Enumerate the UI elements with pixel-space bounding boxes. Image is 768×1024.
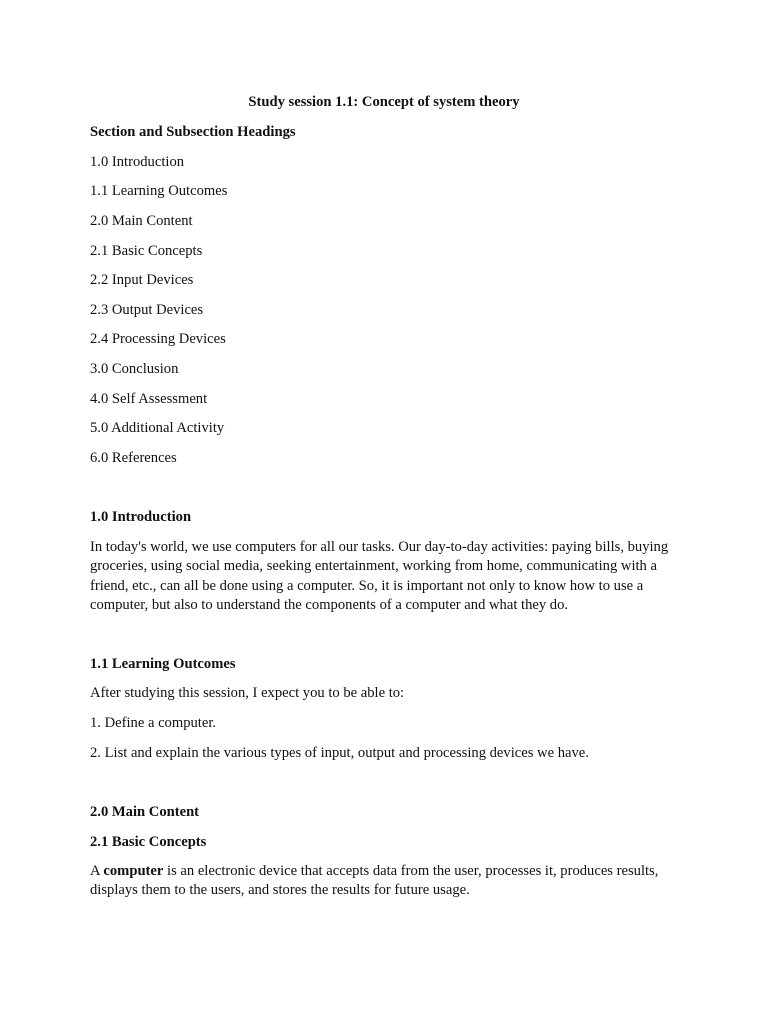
subsection-heading-basic-concepts: 2.1 Basic Concepts (90, 834, 207, 850)
section-heading-learning-outcomes: 1.1 Learning Outcomes (90, 656, 236, 672)
toc-item: 1.0 Introduction (90, 154, 185, 170)
toc-item: 2.2 Input Devices (90, 272, 194, 288)
toc-item: 4.0 Self Assessment (90, 391, 208, 407)
toc-heading: Section and Subsection Headings (90, 124, 296, 140)
paragraph-line (90, 862, 658, 880)
toc-item: 5.0 Additional Activity (90, 420, 225, 436)
toc-item: 3.0 Conclusion (90, 361, 179, 377)
outcomes-lead: After studying this session, I expect you to be able to: (90, 685, 405, 701)
definition-text: is an electronic device that accepts data from the user, processes it, produces results, (163, 863, 659, 879)
paragraph-line: In today's world, we use computers for all our tasks. Our day-to-day activities: paying bills, buying (90, 539, 669, 555)
paragraph-line: computer, but also to understand the components of a computer and what they do. (90, 597, 569, 613)
paragraph-line: displays them to the users, and stores the results for future usage. (90, 882, 470, 898)
toc-item: 1.1 Learning Outcomes (90, 183, 228, 199)
paragraph-line: groceries, using social media, seeking entertainment, working from home, communicating with a (90, 558, 657, 574)
definition-prefix: A (90, 863, 104, 879)
outcome-item: 1. Define a computer. (90, 715, 217, 731)
toc-item: 2.3 Output Devices (90, 302, 204, 318)
section-heading-introduction: 1.0 Introduction (90, 509, 192, 525)
toc-item: 2.1 Basic Concepts (90, 243, 203, 259)
page-title: Study session 1.1: Concept of system theory (248, 94, 520, 110)
outcome-item: 2. List and explain the various types of input, output and processing devices we have. (90, 745, 589, 761)
toc-item: 2.4 Processing Devices (90, 331, 226, 347)
paragraph-line: friend, etc., can all be done using a computer. So, it is important not only to know how to use a (90, 578, 644, 594)
section-heading-main-content: 2.0 Main Content (90, 804, 200, 820)
definition-term: computer (103, 863, 164, 879)
toc-item: 6.0 References (90, 450, 177, 466)
toc-item: 2.0 Main Content (90, 213, 193, 229)
